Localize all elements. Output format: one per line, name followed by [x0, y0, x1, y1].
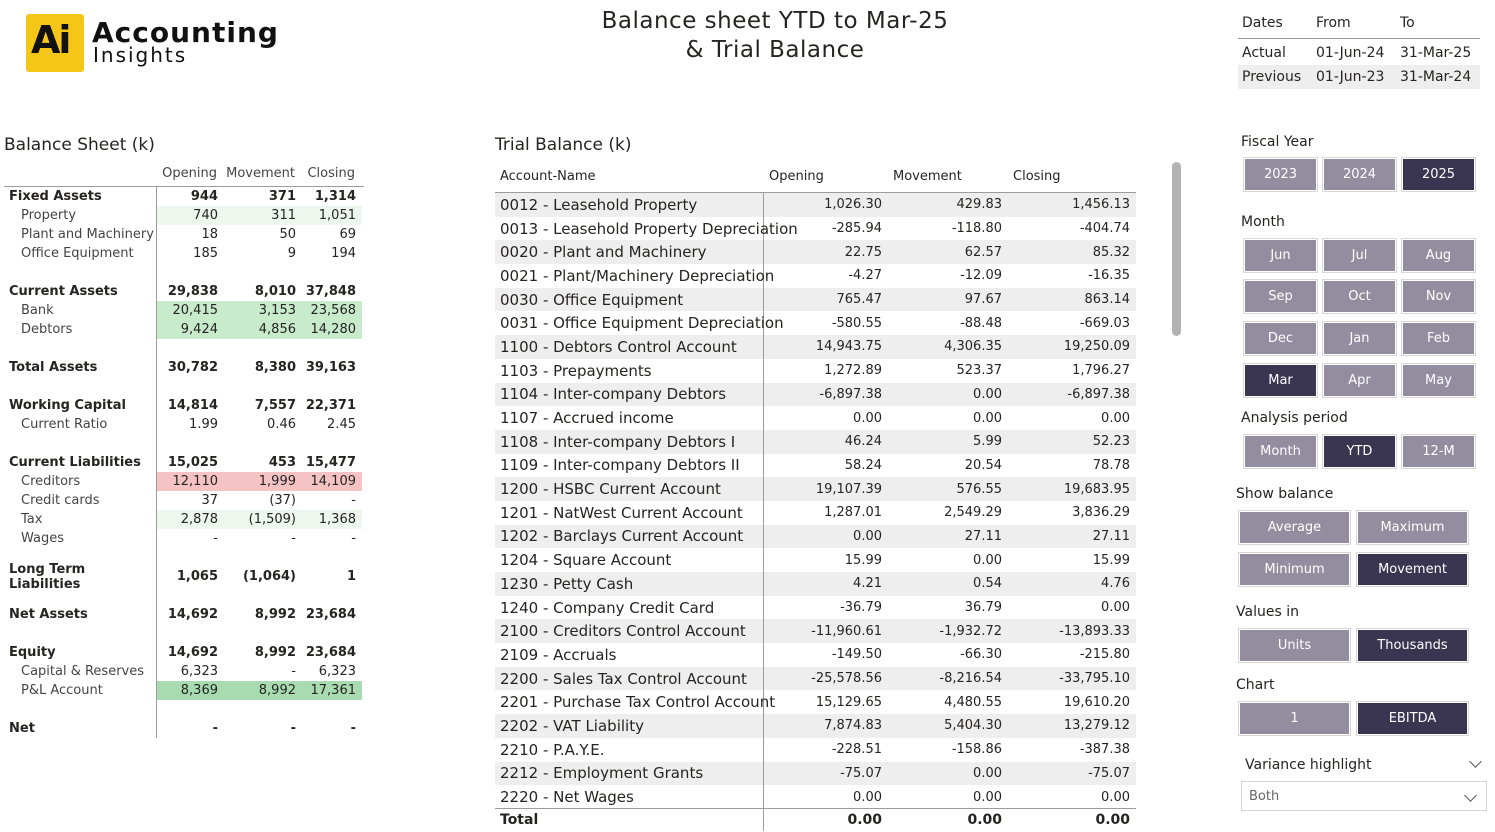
show-balance-option-average[interactable]: Average: [1239, 511, 1350, 544]
show-balance-option-movement[interactable]: Movement: [1357, 553, 1468, 586]
dates-row-previous: Previous 01-Jun-23 31-Mar-24: [1238, 65, 1480, 89]
month-option-apr[interactable]: Apr: [1323, 364, 1396, 397]
month-option-may[interactable]: May: [1402, 364, 1475, 397]
logo-text-insights: Insights: [93, 43, 188, 67]
balance-sheet-row: [4, 624, 364, 643]
balance-sheet-row: Working Capital 14,814 7,557 22,371: [4, 396, 364, 415]
table-row: 1201 - NatWest Current Account 1,287.01 2,549.29 3,836.29: [495, 501, 1136, 525]
values-in-label: Values in: [1236, 604, 1299, 620]
trial-balance-table: [495, 160, 1136, 808]
balance-sheet-row: Property 740 311 1,051: [4, 206, 364, 225]
table-row: 1200 - HSBC Current Account 19,107.39 576.55 19,683.95: [495, 477, 1136, 501]
table-row: 0020 - Plant and Machinery 22.75 62.57 85.32: [495, 240, 1136, 264]
values-in-option-units[interactable]: Units: [1239, 629, 1350, 662]
balance-sheet-title: Balance Sheet (k): [4, 135, 155, 155]
balance-sheet-row: Wages - - -: [4, 529, 364, 548]
balance-sheet-row: Tax 2,878 (1,509) 1,368: [4, 510, 364, 529]
table-row: 1230 - Petty Cash 4.21 0.54 4.76: [495, 572, 1136, 596]
analysis-period-label: Analysis period: [1241, 410, 1348, 426]
balance-sheet-row: [4, 263, 364, 282]
logo-badge: Ai: [26, 14, 84, 72]
table-row: 2100 - Creditors Control Account -11,960.61 -1,932.72 -13,893.33: [495, 619, 1136, 643]
trial-balance-scrollbar[interactable]: [1172, 162, 1181, 336]
fiscal-year-option-2025[interactable]: 2025: [1402, 158, 1475, 191]
table-row: 2109 - Accruals -149.50 -66.30 -215.80: [495, 643, 1136, 667]
balance-sheet-row: Debtors 9,424 4,856 14,280: [4, 320, 364, 339]
balance-sheet-row: Current Liabilities 15,025 453 15,477: [4, 453, 364, 472]
chart-option-1[interactable]: 1: [1239, 702, 1350, 735]
col-header-closing[interactable]: Closing: [1013, 168, 1061, 184]
logo-text-accounting: Accounting: [92, 16, 279, 49]
dates-row-actual: Actual 01-Jun-24 31-Mar-25: [1242, 45, 1472, 61]
dates-table: [1238, 8, 1480, 89]
fiscal-year-option-2023[interactable]: 2023: [1244, 158, 1317, 191]
table-row: 0012 - Leasehold Property 1,026.30 429.83 1,456.13: [495, 193, 1136, 217]
balance-sheet-row: Total Assets 30,782 8,380 39,163: [4, 358, 364, 377]
balance-sheet-row: [4, 339, 364, 358]
balance-sheet-row: Creditors 12,110 1,999 14,109: [4, 472, 364, 491]
month-option-jan[interactable]: Jan: [1323, 322, 1396, 355]
balance-sheet-row: Credit cards 37 (37) -: [4, 491, 364, 510]
balance-sheet-row: Long Term Liabilities 1,065 (1,064) 1: [4, 567, 364, 586]
month-option-mar[interactable]: Mar: [1244, 364, 1317, 397]
balance-sheet-row: Capital & Reserves 6,323 - 6,323: [4, 662, 364, 681]
trial-balance-total-row: Total 0.00 0.00 0.00: [495, 808, 1136, 831]
month-option-oct[interactable]: Oct: [1323, 280, 1396, 313]
table-row: 2210 - P.A.Y.E. -228.51 -158.86 -387.38: [495, 738, 1136, 762]
col-header-account[interactable]: Account-Name: [500, 168, 596, 184]
balance-sheet-row: Fixed Assets 944 371 1,314: [4, 187, 364, 206]
dates-header: Dates From To: [1238, 8, 1480, 39]
variance-highlight-label: Variance highlight: [1245, 757, 1372, 773]
balance-sheet-row: Net - - -: [4, 719, 364, 738]
col-header-opening[interactable]: Opening: [769, 168, 824, 184]
balance-sheet-row: [4, 434, 364, 453]
analysis-period-option-12-m[interactable]: 12-M: [1402, 435, 1475, 468]
balance-sheet-row: Net Assets 14,692 8,992 23,684: [4, 605, 364, 624]
table-row: 1103 - Prepayments 1,272.89 523.37 1,796.27: [495, 359, 1136, 383]
balance-sheet-header: Opening Movement Closing: [4, 160, 364, 187]
balance-sheet-row: Plant and Machinery 18 50 69: [4, 225, 364, 244]
balance-sheet-row: [4, 700, 364, 719]
chart-label: Chart: [1236, 677, 1275, 693]
table-row: 1104 - Inter-company Debtors -6,897.38 0.00 -6,897.38: [495, 383, 1136, 407]
month-option-feb[interactable]: Feb: [1402, 322, 1475, 355]
table-row: 0030 - Office Equipment 765.47 97.67 863.14: [495, 288, 1136, 312]
page-title-line2: & Trial Balance: [685, 37, 865, 63]
month-option-nov[interactable]: Nov: [1402, 280, 1475, 313]
table-row: 1109 - Inter-company Debtors II 58.24 20.54 78.78: [495, 454, 1136, 478]
table-row: 1107 - Accrued income 0.00 0.00 0.00: [495, 406, 1136, 430]
table-row: 2220 - Net Wages 0.00 0.00 0.00: [495, 785, 1136, 809]
show-balance-option-minimum[interactable]: Minimum: [1239, 553, 1350, 586]
values-in-option-thousands[interactable]: Thousands: [1357, 629, 1468, 662]
table-row: 1240 - Company Credit Card -36.79 36.79 0.00: [495, 596, 1136, 620]
balance-sheet-row: Bank 20,415 3,153 23,568: [4, 301, 364, 320]
balance-sheet-row: P&L Account 8,369 8,992 17,361: [4, 681, 364, 700]
chevron-down-icon[interactable]: [1469, 755, 1482, 768]
analysis-period-option-ytd[interactable]: YTD: [1323, 435, 1396, 468]
trial-balance-title: Trial Balance (k): [495, 135, 632, 155]
table-row: 0031 - Office Equipment Depreciation -580.55 -88.48 -669.03: [495, 311, 1136, 335]
month-option-aug[interactable]: Aug: [1402, 239, 1475, 272]
table-row: 0013 - Leasehold Property Depreciation -285.94 -118.80 -404.74: [495, 217, 1136, 241]
month-option-dec[interactable]: Dec: [1244, 322, 1317, 355]
show-balance-option-maximum[interactable]: Maximum: [1357, 511, 1468, 544]
balance-sheet-table: [4, 160, 364, 738]
analysis-period-option-month[interactable]: Month: [1244, 435, 1317, 468]
table-row: 1202 - Barclays Current Account 0.00 27.11 27.11: [495, 525, 1136, 549]
table-row: 2202 - VAT Liability 7,874.83 5,404.30 13,279.12: [495, 714, 1136, 738]
table-row: 2201 - Purchase Tax Control Account 15,129.65 4,480.55 19,610.20: [495, 690, 1136, 714]
balance-sheet-row: Current Assets 29,838 8,010 37,848: [4, 282, 364, 301]
fiscal-year-option-2024[interactable]: 2024: [1323, 158, 1396, 191]
month-option-sep[interactable]: Sep: [1244, 280, 1317, 313]
balance-sheet-row: Equity 14,692 8,992 23,684: [4, 643, 364, 662]
table-row: 2200 - Sales Tax Control Account -25,578.56 -8,216.54 -33,795.10: [495, 667, 1136, 691]
balance-sheet-row: Current Ratio 1.99 0.46 2.45: [4, 415, 364, 434]
show-balance-label: Show balance: [1236, 486, 1334, 502]
month-label: Month: [1241, 214, 1285, 230]
table-row: 2212 - Employment Grants -75.07 0.00 -75.07: [495, 762, 1136, 786]
balance-sheet-row: [4, 377, 364, 396]
trial-balance-header: [495, 160, 1136, 193]
month-option-jul[interactable]: Jul: [1323, 239, 1396, 272]
table-row: 1108 - Inter-company Debtors I 46.24 5.99 52.23: [495, 430, 1136, 454]
col-header-movement[interactable]: Movement: [893, 168, 962, 184]
balance-sheet-row: Office Equipment 185 9 194: [4, 244, 364, 263]
table-row: 1100 - Debtors Control Account 14,943.75 4,306.35 19,250.09: [495, 335, 1136, 359]
page-title-line1: Balance sheet YTD to Mar-25: [601, 8, 949, 34]
chart-option-ebitda[interactable]: EBITDA: [1357, 702, 1468, 735]
fiscal-year-label: Fiscal Year: [1241, 134, 1314, 150]
month-option-jun[interactable]: Jun: [1244, 239, 1317, 272]
variance-highlight-dropdown[interactable]: Both: [1241, 781, 1487, 811]
table-row: 0021 - Plant/Machinery Depreciation -4.27 -12.09 -16.35: [495, 264, 1136, 288]
table-row: 1204 - Square Account 15.99 0.00 15.99: [495, 548, 1136, 572]
